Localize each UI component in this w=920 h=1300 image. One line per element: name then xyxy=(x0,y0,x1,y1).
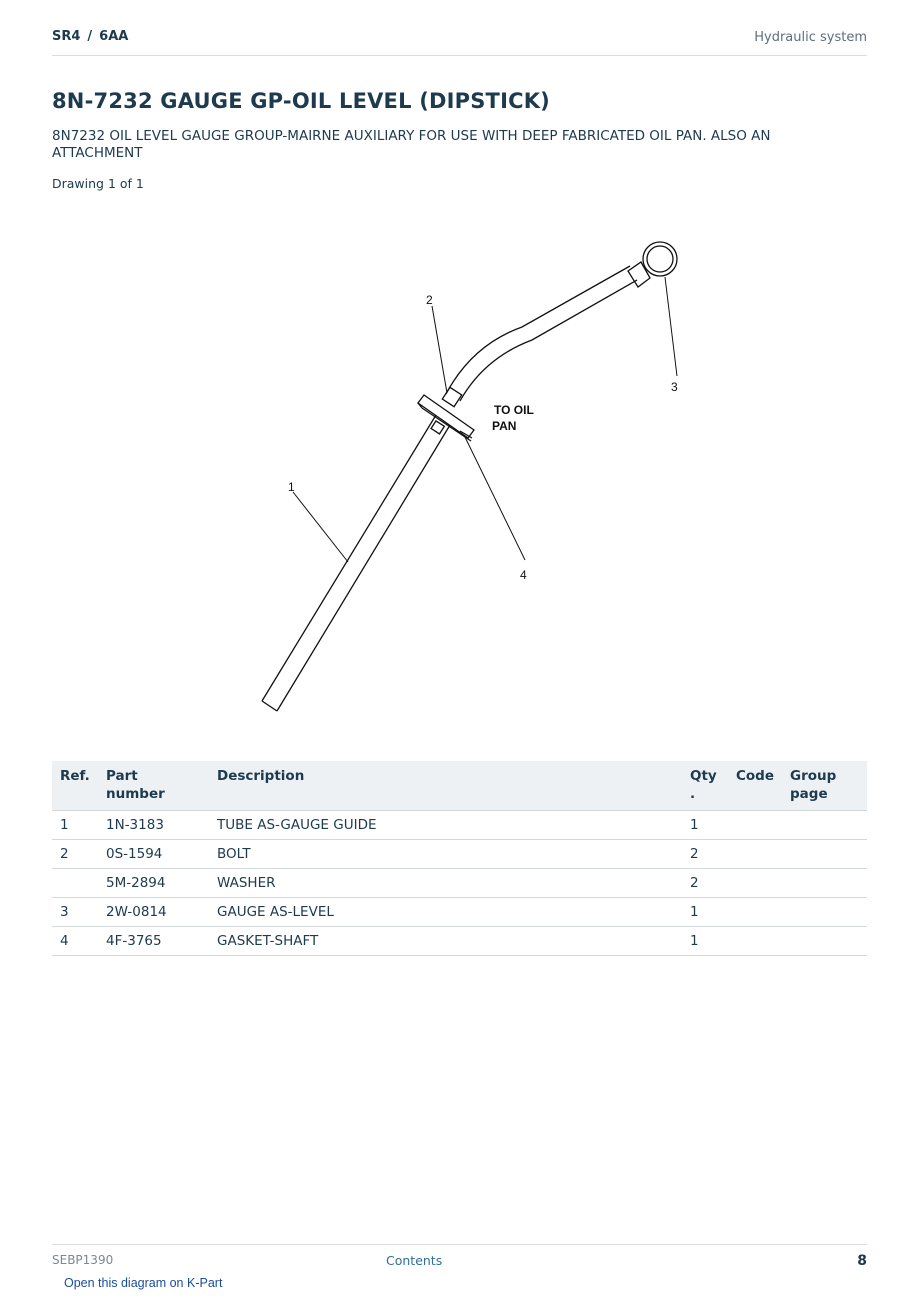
table-row xyxy=(52,869,867,898)
page-number: 8 xyxy=(857,1253,867,1269)
to-oil-pan-label-line1: TO OIL xyxy=(494,403,534,417)
callout-3: 3 xyxy=(671,380,678,394)
cell-code xyxy=(728,869,782,898)
table-row xyxy=(52,898,867,927)
bent-tube-outer xyxy=(446,266,630,394)
tube-edge-right xyxy=(277,425,450,711)
leader-1 xyxy=(293,492,348,562)
model-label: SR4 xyxy=(52,29,81,44)
header-group-line1: Group xyxy=(790,768,837,784)
bent-tube-inner xyxy=(460,280,637,401)
to-oil-pan-label-line2: PAN xyxy=(492,419,517,433)
cell-group-page xyxy=(782,927,867,956)
contents-link[interactable]: Contents xyxy=(386,1253,443,1268)
header-qty-line1: Qty xyxy=(690,768,717,784)
cell-qty: 2 xyxy=(682,840,728,869)
header-qty xyxy=(682,761,728,811)
cell-group-page xyxy=(782,898,867,927)
breadcrumb xyxy=(52,29,128,44)
callout-2: 2 xyxy=(426,293,433,307)
cell-qty: 1 xyxy=(682,927,728,956)
cell-part-number: 4F-3765 xyxy=(98,927,209,956)
page-footer xyxy=(52,1244,867,1275)
header-ref: Ref. xyxy=(52,761,98,811)
section-label: Hydraulic system xyxy=(754,30,867,45)
header-code: Code xyxy=(728,761,782,811)
page-title: 8N-7232 GAUGE GP-OIL LEVEL (DIPSTICK) xyxy=(52,89,550,113)
callout-4: 4 xyxy=(520,568,527,582)
cell-qty: 1 xyxy=(682,898,728,927)
cell-group-page xyxy=(782,869,867,898)
tube-edge-left xyxy=(262,415,436,701)
ring-handle-outer xyxy=(643,242,677,276)
page-header xyxy=(52,29,867,56)
cell-code xyxy=(728,811,782,840)
cell-part-number: 2W-0814 xyxy=(98,898,209,927)
breadcrumb-separator: / xyxy=(87,29,93,44)
cell-code xyxy=(728,927,782,956)
header-group-page xyxy=(782,761,867,811)
tube-end-cap xyxy=(262,701,277,711)
drawing-count: Drawing 1 of 1 xyxy=(52,176,144,191)
cell-description: WASHER xyxy=(209,869,682,898)
header-group-line2: page xyxy=(790,786,828,802)
cell-ref xyxy=(52,869,98,898)
cell-part-number: 5M-2894 xyxy=(98,869,209,898)
cell-description: TUBE AS-GAUGE GUIDE xyxy=(209,811,682,840)
flange-edge xyxy=(422,408,471,441)
cell-description: BOLT xyxy=(209,840,682,869)
cell-qty: 1 xyxy=(682,811,728,840)
document-id: SEBP1390 xyxy=(52,1253,114,1267)
callout-1: 1 xyxy=(288,480,295,494)
table-row xyxy=(52,840,867,869)
cell-description: GASKET-SHAFT xyxy=(209,927,682,956)
cell-ref: 2 xyxy=(52,840,98,869)
table-row xyxy=(52,811,867,840)
cell-qty: 2 xyxy=(682,869,728,898)
header-part-number: Part number xyxy=(98,761,209,811)
bolt-head xyxy=(442,387,461,406)
cell-description: GAUGE AS-LEVEL xyxy=(209,898,682,927)
cell-ref: 4 xyxy=(52,927,98,956)
cell-code xyxy=(728,898,782,927)
leader-4 xyxy=(464,435,525,560)
leader-3 xyxy=(665,277,677,376)
cell-group-page xyxy=(782,840,867,869)
cell-part-number: 1N-3183 xyxy=(98,811,209,840)
cell-group-page xyxy=(782,811,867,840)
header-description: Description xyxy=(209,761,682,811)
cell-code xyxy=(728,840,782,869)
leader-2 xyxy=(432,306,447,393)
kpart-diagram-link[interactable]: Open this diagram on K-Part xyxy=(64,1276,223,1290)
table-header-row xyxy=(52,761,867,811)
cell-ref: 1 xyxy=(52,811,98,840)
parts-diagram xyxy=(52,200,867,730)
bolt-shank xyxy=(431,421,444,434)
header-qty-line2: . xyxy=(690,786,696,802)
cell-ref: 3 xyxy=(52,898,98,927)
group-description: 8N7232 OIL LEVEL GAUGE GROUP-MAIRNE AUXILIARY FOR USE WITH DEEP FABRICATED OIL PAN. ALSO AN ATTACHMENT xyxy=(52,128,771,161)
parts-table xyxy=(52,761,867,956)
ring-handle-inner xyxy=(647,246,673,272)
cell-part-number: 0S-1594 xyxy=(98,840,209,869)
serial-label: 6AA xyxy=(99,29,129,44)
table-row xyxy=(52,927,867,956)
